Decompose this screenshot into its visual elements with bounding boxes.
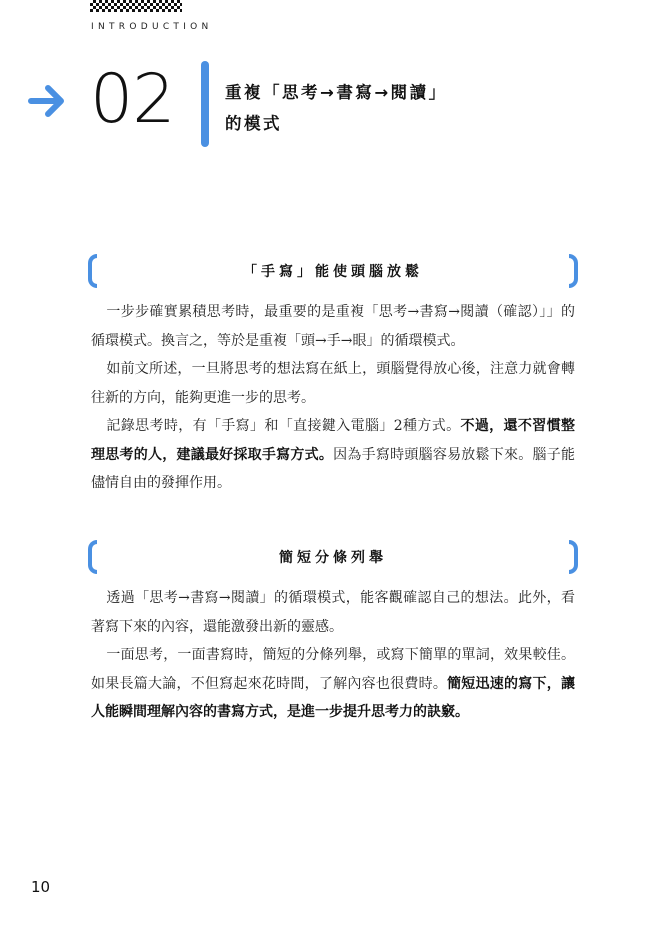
section-heading-1	[88, 254, 578, 292]
chapter-title-line1: 重複「思考→書寫→閱讀」	[225, 83, 448, 102]
paragraph	[91, 641, 575, 727]
paragraph: 一步步確實累積思考時，最重要的是重複「思考→書寫→閱讀（確認）」」的循環模式。換言之，等於是重複「頭→手→眼」的循環模式。	[91, 304, 575, 349]
right-bracket-icon	[569, 540, 578, 574]
right-bracket-icon	[569, 254, 578, 288]
chapter-title	[225, 77, 448, 139]
emphasis-text: 不過，還不習慣整理思考的人，建議最好採取手寫方式。	[91, 418, 576, 463]
paragraph	[91, 412, 575, 498]
chapter-divider	[201, 61, 209, 147]
section-label: INTRODUCTION	[91, 22, 213, 32]
page-number: 10	[31, 878, 51, 896]
emphasis-text: 簡短迅速的寫下，讓人能瞬間理解內容的書寫方式，是進一步提升思考力的訣竅。	[91, 675, 576, 720]
section-title: 簡短分條列舉	[279, 550, 387, 566]
paragraph: 透過「思考→書寫→閱讀」的循環模式，能客觀確認自己的想法。此外，看著寫下來的內容，還能激發出新的靈感。	[91, 590, 575, 635]
section-title: 「手寫」能使頭腦放鬆	[243, 264, 423, 280]
paragraph: 如前文所述，一旦將思考的想法寫在紙上，頭腦覺得放心後，注意力就會轉往新的方向，能夠更進一步的思考。	[91, 361, 575, 406]
section-body-2	[91, 584, 575, 727]
checker-pattern	[90, 0, 182, 12]
section-heading-2	[88, 540, 578, 578]
arrow-right-icon	[28, 84, 68, 118]
paragraph-text: 一面思考，一面書寫時，簡短的分條列舉，或寫下簡單的單詞，效果較佳。如果長篇大論，不但寫起來花時間，了解內容也很費時。	[91, 647, 575, 692]
section-body-1	[91, 298, 575, 498]
chapter-title-line2: 的模式	[225, 114, 282, 133]
paragraph-text: 因為手寫時頭腦容易放鬆下來。腦子能儘情自由的發揮作用。	[91, 446, 576, 491]
chapter-number: 02	[90, 60, 175, 139]
paragraph-text: 記錄思考時，有「手寫」和「直接鍵入電腦」2種方式。	[106, 418, 461, 434]
